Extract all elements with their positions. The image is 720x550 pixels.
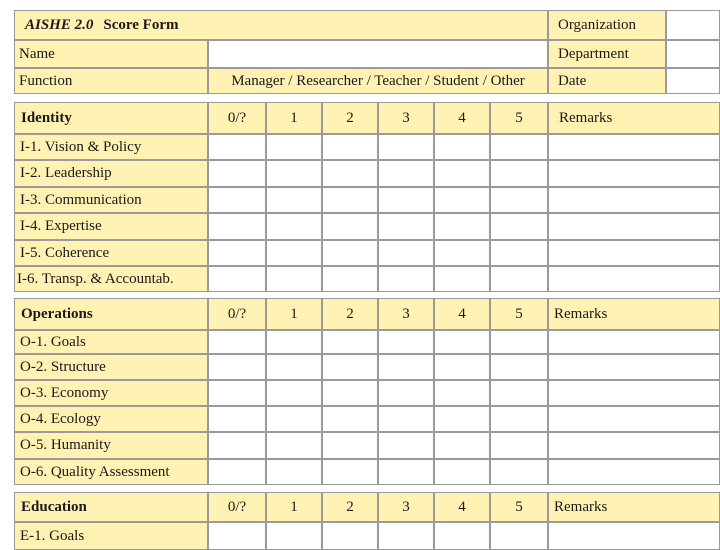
score-cell[interactable] xyxy=(322,187,378,213)
score-cell[interactable] xyxy=(434,187,490,213)
score-cell[interactable] xyxy=(490,187,548,213)
score-cell[interactable] xyxy=(490,380,548,406)
score-cell[interactable] xyxy=(490,354,548,380)
score-cell[interactable] xyxy=(208,187,266,213)
score-cell[interactable] xyxy=(208,213,266,240)
score-cell[interactable] xyxy=(266,266,322,292)
score-cell[interactable] xyxy=(490,459,548,485)
score-cell[interactable] xyxy=(322,354,378,380)
score-column-header: 0/? xyxy=(208,492,266,522)
score-cell[interactable] xyxy=(322,522,378,550)
score-cell[interactable] xyxy=(378,459,434,485)
form-title xyxy=(14,10,548,40)
score-cell[interactable] xyxy=(490,432,548,459)
score-cell[interactable] xyxy=(434,380,490,406)
score-column-header: 0/? xyxy=(208,298,266,330)
score-cell[interactable] xyxy=(266,160,322,187)
score-cell[interactable] xyxy=(208,380,266,406)
score-column-header: 4 xyxy=(434,298,490,330)
date-label: Date xyxy=(548,68,666,94)
score-cell[interactable] xyxy=(378,330,434,354)
form-title-rest: Score Form xyxy=(103,16,179,33)
score-column-header: 3 xyxy=(378,492,434,522)
remarks-cell[interactable] xyxy=(548,330,720,354)
score-cell[interactable] xyxy=(266,432,322,459)
score-cell[interactable] xyxy=(322,330,378,354)
score-cell[interactable] xyxy=(322,266,378,292)
form-title-italic: AISHE 2.0 xyxy=(25,16,94,33)
score-cell[interactable] xyxy=(266,330,322,354)
score-cell[interactable] xyxy=(490,134,548,160)
score-column-header: 1 xyxy=(266,492,322,522)
criterion-label: O-6. Quality Assessment xyxy=(14,459,208,485)
remarks-header: Remarks xyxy=(548,492,720,522)
name-label: Name xyxy=(14,40,208,68)
remarks-header: Remarks xyxy=(548,102,720,134)
score-cell[interactable] xyxy=(322,459,378,485)
function-label: Function xyxy=(14,68,208,94)
score-cell[interactable] xyxy=(266,187,322,213)
score-cell[interactable] xyxy=(208,330,266,354)
criterion-label: I-6. Transp. & Accountab. xyxy=(14,266,208,292)
score-column-header: 2 xyxy=(322,492,378,522)
criterion-label: I-4. Expertise xyxy=(14,213,208,240)
score-cell[interactable] xyxy=(434,160,490,187)
score-cell[interactable] xyxy=(208,134,266,160)
score-cell[interactable] xyxy=(266,406,322,432)
score-cell[interactable] xyxy=(434,432,490,459)
score-cell[interactable] xyxy=(378,187,434,213)
score-column-header: 5 xyxy=(490,102,548,134)
criterion-label: O-5. Humanity xyxy=(14,432,208,459)
score-cell[interactable] xyxy=(378,432,434,459)
score-cell[interactable] xyxy=(208,354,266,380)
score-cell[interactable] xyxy=(266,522,322,550)
criterion-label: O-3. Economy xyxy=(14,380,208,406)
score-cell[interactable] xyxy=(378,266,434,292)
remarks-cell[interactable] xyxy=(548,240,720,266)
remarks-cell[interactable] xyxy=(548,160,720,187)
score-cell[interactable] xyxy=(434,213,490,240)
criterion-label: I-5. Coherence xyxy=(14,240,208,266)
criterion-label: I-1. Vision & Policy xyxy=(14,134,208,160)
score-cell[interactable] xyxy=(208,160,266,187)
criterion-label: O-2. Structure xyxy=(14,354,208,380)
criterion-label: O-4. Ecology xyxy=(14,406,208,432)
function-options[interactable]: Manager / Researcher / Teacher / Student / Other xyxy=(208,68,548,94)
score-column-header: 1 xyxy=(266,102,322,134)
score-column-header: 2 xyxy=(322,102,378,134)
organization-field[interactable] xyxy=(666,10,720,40)
score-cell[interactable] xyxy=(266,459,322,485)
section-title: Operations xyxy=(14,298,208,330)
score-cell[interactable] xyxy=(208,240,266,266)
department-label: Department xyxy=(548,40,666,68)
score-cell[interactable] xyxy=(322,432,378,459)
score-cell[interactable] xyxy=(378,522,434,550)
score-column-header: 3 xyxy=(378,102,434,134)
criterion-label: I-3. Communication xyxy=(14,187,208,213)
score-cell[interactable] xyxy=(378,380,434,406)
department-field[interactable] xyxy=(666,40,720,68)
score-cell[interactable] xyxy=(266,380,322,406)
score-cell[interactable] xyxy=(378,213,434,240)
score-cell[interactable] xyxy=(322,240,378,266)
score-cell[interactable] xyxy=(266,354,322,380)
score-cell[interactable] xyxy=(266,240,322,266)
score-cell[interactable] xyxy=(434,240,490,266)
score-cell[interactable] xyxy=(208,432,266,459)
remarks-cell[interactable] xyxy=(548,459,720,485)
score-cell[interactable] xyxy=(434,330,490,354)
criterion-label: I-2. Leadership xyxy=(14,160,208,187)
score-cell[interactable] xyxy=(378,134,434,160)
section-title: Education xyxy=(14,492,208,522)
score-cell[interactable] xyxy=(434,459,490,485)
remarks-header: Remarks xyxy=(548,298,720,330)
remarks-cell[interactable] xyxy=(548,213,720,240)
score-cell[interactable] xyxy=(490,160,548,187)
score-cell[interactable] xyxy=(378,406,434,432)
score-column-header: 4 xyxy=(434,492,490,522)
score-cell[interactable] xyxy=(208,266,266,292)
remarks-cell[interactable] xyxy=(548,187,720,213)
score-cell[interactable] xyxy=(490,240,548,266)
score-cell[interactable] xyxy=(266,213,322,240)
score-cell[interactable] xyxy=(490,266,548,292)
remarks-cell[interactable] xyxy=(548,380,720,406)
score-cell[interactable] xyxy=(434,406,490,432)
remarks-cell[interactable] xyxy=(548,266,720,292)
score-column-header: 1 xyxy=(266,298,322,330)
score-cell[interactable] xyxy=(322,213,378,240)
score-column-header: 2 xyxy=(322,298,378,330)
remarks-cell[interactable] xyxy=(548,406,720,432)
section-title: Identity xyxy=(14,102,208,134)
score-cell[interactable] xyxy=(208,459,266,485)
score-cell[interactable] xyxy=(490,406,548,432)
criterion-label: E-1. Goals xyxy=(14,522,208,550)
score-cell[interactable] xyxy=(434,354,490,380)
score-cell[interactable] xyxy=(378,354,434,380)
score-cell[interactable] xyxy=(266,134,322,160)
score-cell[interactable] xyxy=(434,522,490,550)
score-column-header: 5 xyxy=(490,298,548,330)
score-cell[interactable] xyxy=(490,522,548,550)
organization-label: Organization xyxy=(548,10,666,40)
criterion-label: O-1. Goals xyxy=(14,330,208,354)
remarks-cell[interactable] xyxy=(548,354,720,380)
score-cell[interactable] xyxy=(322,380,378,406)
score-cell[interactable] xyxy=(208,406,266,432)
score-cell[interactable] xyxy=(208,522,266,550)
score-column-header: 5 xyxy=(490,492,548,522)
score-cell[interactable] xyxy=(322,134,378,160)
score-cell[interactable] xyxy=(490,213,548,240)
remarks-cell[interactable] xyxy=(548,432,720,459)
name-field[interactable] xyxy=(208,40,548,68)
score-column-header: 4 xyxy=(434,102,490,134)
remarks-cell[interactable] xyxy=(548,522,720,550)
score-cell[interactable] xyxy=(322,160,378,187)
score-cell[interactable] xyxy=(434,134,490,160)
score-cell[interactable] xyxy=(378,240,434,266)
score-cell[interactable] xyxy=(378,160,434,187)
score-column-header: 3 xyxy=(378,298,434,330)
score-column-header: 0/? xyxy=(208,102,266,134)
date-field[interactable] xyxy=(666,68,720,94)
score-cell[interactable] xyxy=(434,266,490,292)
remarks-cell[interactable] xyxy=(548,134,720,160)
score-cell[interactable] xyxy=(490,330,548,354)
score-cell[interactable] xyxy=(322,406,378,432)
